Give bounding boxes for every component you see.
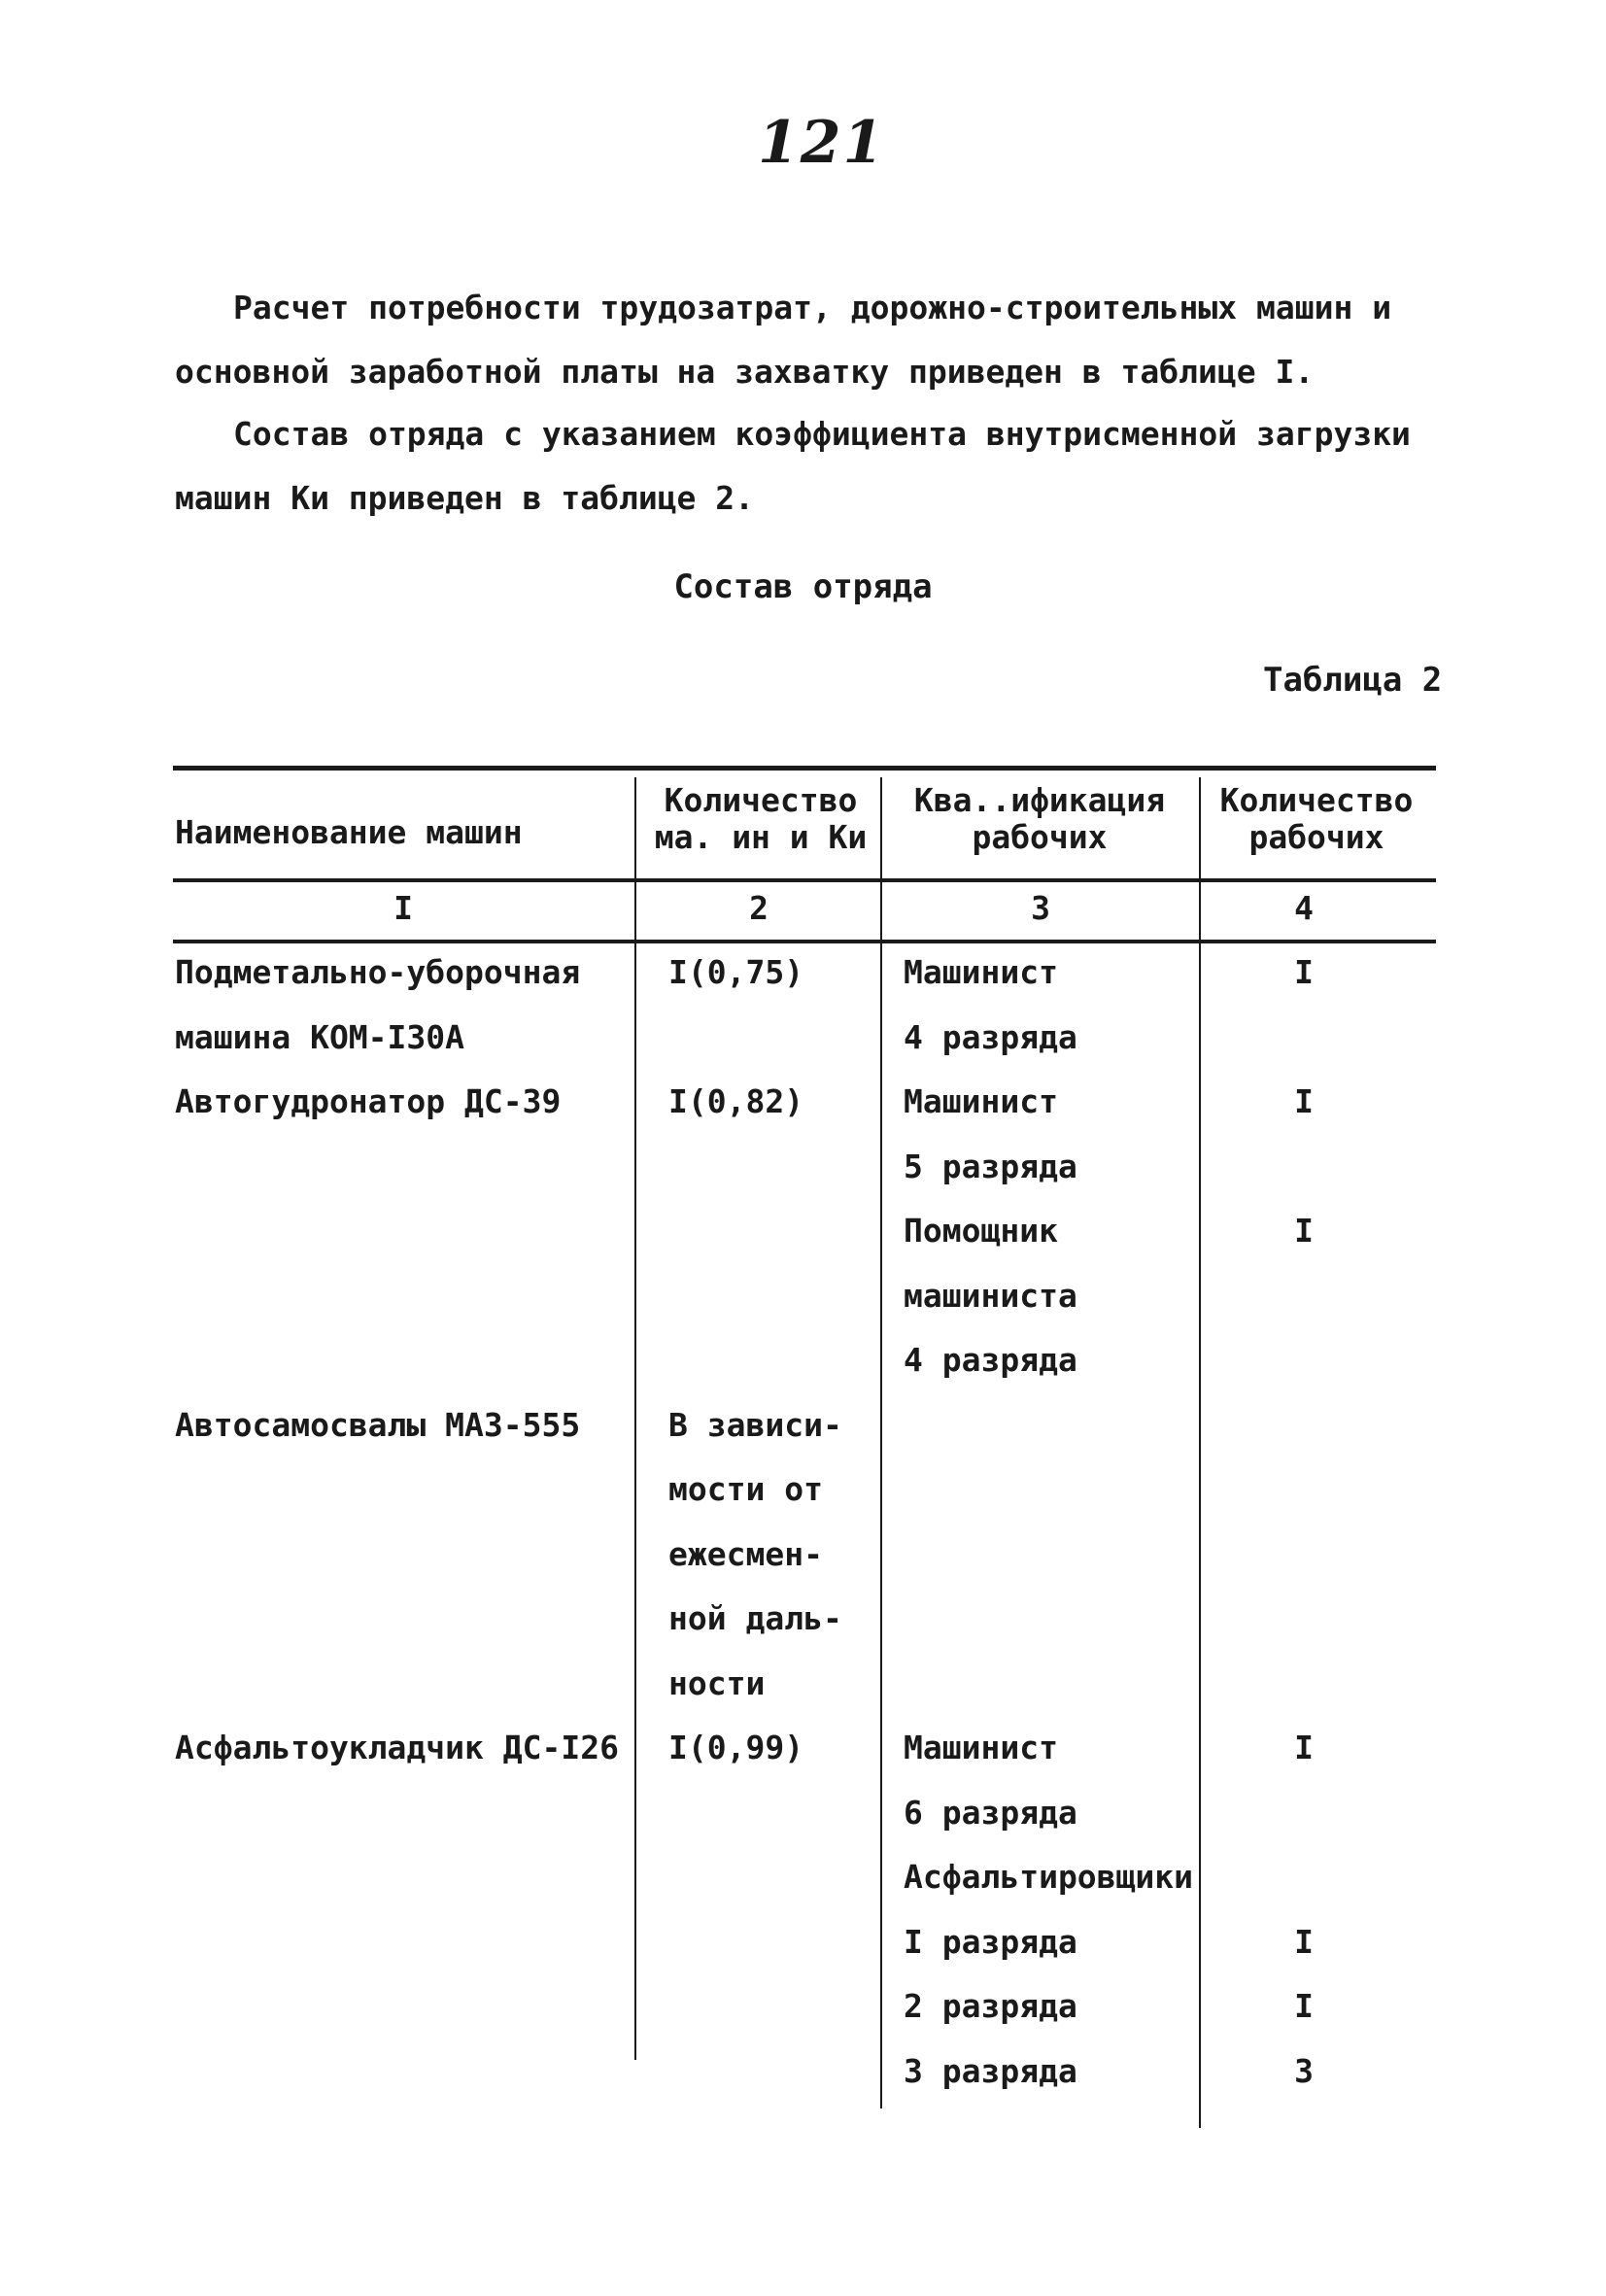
machine-name-cell: Асфальтоукладчик ДС-I26 xyxy=(175,1729,619,1766)
qualification-cell: Асфальтировщики xyxy=(904,1858,1194,1896)
column-number-2: 2 xyxy=(749,889,769,927)
qualification-cell: Машинист xyxy=(904,953,1058,991)
header-machine-name: Наименование машин xyxy=(175,813,523,851)
qualification-cell: 6 разряда xyxy=(904,1793,1077,1832)
qualification-cell: Машинист xyxy=(904,1082,1058,1120)
qualification-cell: 4 разряда xyxy=(904,1017,1077,1056)
worker-count-cell: I xyxy=(1294,1729,1314,1766)
header-machine-count: Количество ма. ин и Ки xyxy=(654,781,868,856)
qualification-cell: 4 разряда xyxy=(904,1341,1077,1379)
machine-count-cell: ежесмен- xyxy=(668,1534,823,1573)
qualification-cell: I разряда xyxy=(904,1922,1077,1961)
column-number-3: 3 xyxy=(1031,889,1050,927)
table-title: Состав отряда xyxy=(673,567,933,606)
intro-paragraph-2: Состав отряда с указанием коэффициента внутрисменной загрузки машин Ки приведен в таблице 2. xyxy=(175,415,1411,517)
qualification-cell: 3 разряда xyxy=(904,2051,1077,2090)
column-divider-2 xyxy=(880,777,882,2108)
table-header-rule xyxy=(173,878,1436,882)
worker-count-cell: I xyxy=(1294,1922,1314,1961)
machine-name-cell: Автосамосвалы МАЗ-555 xyxy=(175,1405,581,1444)
machine-name-cell: Автогудронатор ДС-39 xyxy=(175,1082,562,1120)
qualification-cell: 5 разряда xyxy=(904,1147,1077,1185)
column-number-1: I xyxy=(393,889,413,927)
machine-count-cell: I(0,99) xyxy=(668,1729,804,1766)
worker-count-cell: I xyxy=(1294,1082,1314,1120)
worker-count-cell: I xyxy=(1294,953,1314,991)
table-number-rule xyxy=(173,940,1436,943)
worker-count-cell: 3 xyxy=(1294,2051,1314,2090)
machine-count-cell: мости от xyxy=(668,1470,823,1508)
machine-count-cell: В зависи- xyxy=(668,1405,842,1444)
machine-name-cell: машина КОМ-I30А xyxy=(175,1017,465,1056)
table-top-rule xyxy=(173,766,1436,771)
table-label: Таблица 2 xyxy=(1263,661,1443,700)
worker-count-cell: I xyxy=(1294,1987,1314,2025)
column-number-4: 4 xyxy=(1294,889,1314,927)
machine-count-cell: ной даль- xyxy=(668,1599,842,1637)
page-number: 121 xyxy=(758,109,886,177)
intro-paragraph-1: Расчет потребности трудозатрат, дорожно-строительных машин и основной заработной платы на захватку приведен в таблице I. xyxy=(175,289,1392,391)
worker-count-cell: I xyxy=(1294,1212,1314,1250)
machine-name-cell: Подметально-уборочная xyxy=(175,953,581,991)
header-qualification: Ква..ификация рабочих xyxy=(913,781,1166,856)
qualification-cell: Помощник xyxy=(904,1212,1058,1250)
qualification-cell: 2 разряда xyxy=(904,1987,1077,2025)
qualification-cell: Машинист xyxy=(904,1729,1058,1766)
machine-count-cell: ности xyxy=(668,1663,766,1702)
header-worker-count: Количество рабочих xyxy=(1219,781,1414,856)
qualification-cell: машиниста xyxy=(904,1276,1077,1315)
machine-count-cell: I(0,75) xyxy=(668,953,804,991)
machine-count-cell: I(0,82) xyxy=(668,1082,804,1120)
column-divider-1 xyxy=(634,777,636,2060)
